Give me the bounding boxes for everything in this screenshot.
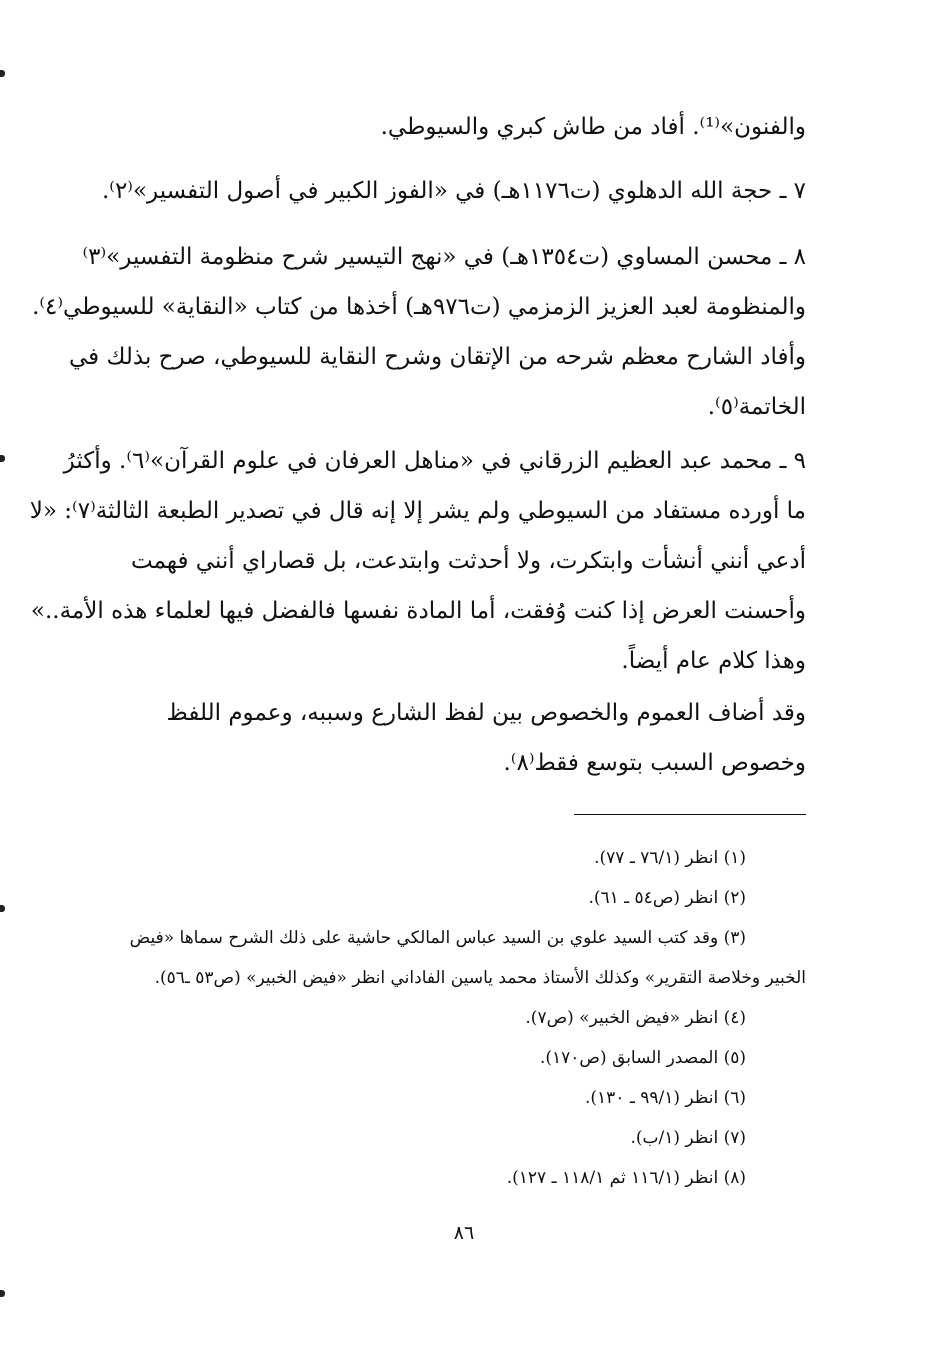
footnote-3-continued: الخبير وخلاصة التقرير» وكذلك الأستاذ محمد ياسين الفاداني انظر «فيض الخبير» (ص٥٣ ـ٥٦). (154, 968, 806, 988)
footnote-4: (٤) انظر «فيض الخبير» (ص٧). (525, 1008, 746, 1028)
text-line: وهذا كلام عام أيضاً. (621, 648, 806, 674)
text-line: وأفاد الشارح معظم شرحه من الإتقان وشرح النقاية للسيوطي، صرح بذلك في (69, 344, 806, 370)
footnote-1: (١) انظر (٧٦/١ ـ ٧٧). (594, 848, 746, 868)
text-line: الخاتمة⁽٥⁾. (707, 394, 806, 420)
paragraph-3 (32, 232, 806, 432)
text-line: وقد أضاف العموم والخصوص بين لفظ الشارع وسببه، وعموم اللفظ (166, 700, 806, 726)
footnote-5: (٥) المصدر السابق (ص١٧٠). (539, 1048, 746, 1068)
text-line: ٧ ـ حجة الله الدهلوي (ت١١٧٦هـ) في «الفوز الكبير في أصول التفسير»⁽٢⁾. (101, 178, 806, 204)
text-line: ٩ ـ محمد عبد العظيم الزرقاني في «مناهل العرفان في علوم القرآن»⁽٦⁾. وأكثرُ (63, 448, 806, 474)
scan-edge-mark (0, 455, 5, 462)
text-line: والفنون»⁽¹⁾. أفاد من طاش كبري والسيوطي. (380, 114, 806, 140)
footnote-3: (٣) وقد كتب السيد علوي بن السيد عباس المالكي حاشية على ذلك الشرح سماها «فيض (129, 928, 746, 948)
footnote-separator (574, 814, 806, 815)
page-number: ٨٦ (453, 1222, 475, 1244)
paragraph-2 (98, 166, 806, 216)
scan-edge-mark (0, 70, 5, 77)
footnote-2: (٢) انظر (ص٥٤ ـ ٦١). (588, 888, 746, 908)
footnotes (96, 838, 806, 1198)
scan-edge-mark (0, 1290, 5, 1297)
footnote-8: (٨) انظر (١١٦/١ ثم ١١٨/١ ـ ١٢٧). (506, 1168, 746, 1188)
footnote-7: (٧) انظر (١/ب). (630, 1128, 746, 1148)
footnote-6: (٦) انظر (٩٩/١ ـ ١٣٠). (584, 1088, 746, 1108)
paragraph-5 (98, 688, 806, 788)
text-line: ما أورده مستفاد من السيوطي ولم يشر إلا إنه قال في تصدير الطبعة الثالثة⁽٧⁾: «لا (29, 498, 806, 524)
scan-edge-mark (0, 905, 5, 912)
text-line: وأحسنت العرض إذا كنت وُفقت، أما المادة نفسها فالفضل فيها لعلماء هذه الأمة..» (30, 598, 806, 624)
text-line: والمنظومة لعبد العزيز الزمزمي (ت٩٧٦هـ) أخذها من كتاب «النقاية» للسيوطي⁽٤⁾. (32, 294, 806, 320)
paragraph-1 (98, 102, 806, 152)
text-line: وخصوص السبب بتوسع فقط⁽٨⁾. (503, 750, 806, 776)
text-line: أدعي أنني أنشأت وابتكرت، ولا أحدثت وابتدعت، بل قصاراي أنني فهمت (131, 548, 806, 574)
paragraph-4 (29, 436, 806, 686)
text-line: ٨ ـ محسن المساوي (ت١٣٥٤هـ) في «نهج التيسير شرح منظومة التفسير»⁽٣⁾ (82, 244, 806, 270)
